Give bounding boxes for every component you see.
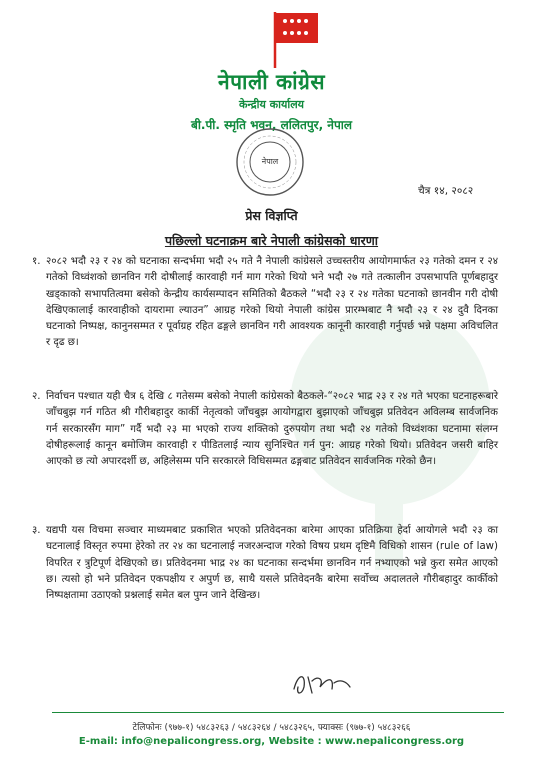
paragraph-number: २. (32, 391, 41, 402)
footer-divider (52, 712, 504, 713)
seal-label: नेपाल (261, 157, 279, 166)
paragraph-number: ३. (32, 525, 41, 536)
office-seal (234, 126, 306, 198)
footer-contact-web: E-mail: info@nepalicongress.org, Website : www.nepalicongress.org (78, 736, 465, 747)
paragraph-text: निर्वाचन पश्चात यही चैत्र ६ देखि ८ गतेसम्म बसेको नेपाली कांग्रेसको बैठकले-“२०८२ भाद्र २३ र २४ गते भएका घटनाहरूबारे जाँचबुझ गर्न गठित श्री गौरीबहादुर कार्की नेतृत्वको जाँचबुझ आयोगद्वारा बुझाएको जाँचबुझ प्रतिवेदन अविलम्ब सार्वजनिक गर्न सरकारसँग माग” गर्दै भदौ २३ मा भएको राज्य शक्तिको दुरुपयोग तथा भदौ २४ गतेको विध्वंशका घटनामा संलग्न दोषीहरूलाई कानून बमोजिम कारवाही र पीडितलाई न्याय सुनिश्चित गर्न पुन: आग्रह गरेको थियो। प्रतिवेदन जसरी बाहिर आएको छ त्यो अपारदर्शी छ, अहिलेसम्म पनि सरकारले विधिसम्मत ढङ्गबाट प्रतिवेदन सार्वजनिक गरेको छैन। (46, 391, 498, 468)
document-title: प्रेस विज्ञप्ति (245, 208, 298, 223)
office-address: बी.पी. स्मृति भवन, ललितपुर, नेपाल (190, 118, 353, 132)
paragraph-1 (32, 254, 498, 352)
paragraph-text: २०८२ भदौ २३ र २४ को घटनाका सन्दर्भमा भदौ २५ गते नै नेपाली कांग्रेसले उच्चस्तरीय आयोगमार्फत २३ गतेको दमन र २४ गतेको विध्वंशको छानविन गरी दोषीलाई कारवाही गर्न माग गरेको थियो भने भदौ २७ गते तत्कालीन उपसभापति पूर्णबहादुर खड्काको सभापतित्वमा बसेको केन्द्रीय कार्यसम्पादन समितिको बैठकले “भदौ २३ र २४ गतेका घटनाको छानवीन गरी दोषी देखिएकालाई कारवाहीको दायरामा ल्याउन” आग्रह गरेको थियो नेपाली कांग्रेस प्रारम्भबाट नै भदौ २३ र २४ दुवै दिनका घटनाको निष्पक्ष, कानुनसम्मत र पूर्वाग्रह रहित ढङ्गले छानविन गरी आवश्यक कानूनी कारवाही गर्नुपर्छ भन्ने पक्षमा अविचलित र दृढ छ। (46, 256, 498, 349)
signature-icon (288, 665, 358, 701)
organization-name: नेपाली कांग्रेस (217, 70, 326, 94)
flag-logo-icon (272, 10, 324, 70)
footer-contact-phone: टेलिफोनः (९७७-१) ५४८३२६३ / ५४८३२६४ / ५४८३२६५, फ्याक्सः (९७७-१) ५४८३२६६ (132, 723, 411, 733)
document-subtitle: पछिल्लो घटनाक्रम बारे नेपाली कांग्रेसको धारणा (164, 233, 379, 248)
paragraph-number: १. (32, 256, 41, 267)
paragraph-2 (32, 389, 498, 470)
office-name: केन्द्रीय कार्यालय (238, 98, 305, 111)
paragraph-text: यद्यपी यस विचमा सञ्चार माध्यमबाट प्रकाशित भएको प्रतिवेदनका बारेमा आएका प्रतिक्रिया हेर्दा आयोगले भदौ २३ का घटनालाई विस्तृत रुपमा हेरेको तर २४ का घटनालाई नजरअन्दाज गरेको विषय प्रथम दृष्टिमै विधिको शासन (rule of law) विपरित र त्रुटिपूर्ण देखिएको छ। प्रतिवेदनमा भाद्र २४ का घटनाका सन्दर्भमा छानविन गर्न नभ्याएको भन्ने कुरा समेत आएको छ। त्यसो हो भने प्रतिवेदन एकपक्षीय र अपुर्ण छ, साथै यसले प्रतिवेदनकै बारेमा सर्वोच्च अदालतले गौरीबहादुर कार्कीको निष्पक्षतामा उठाएको प्रश्नलाई समेत बल पुग्न जाने देखिन्छ। (46, 525, 498, 602)
paragraph-3 (32, 523, 498, 604)
press-release-date: चैत्र १४, २०८२ (418, 185, 474, 197)
